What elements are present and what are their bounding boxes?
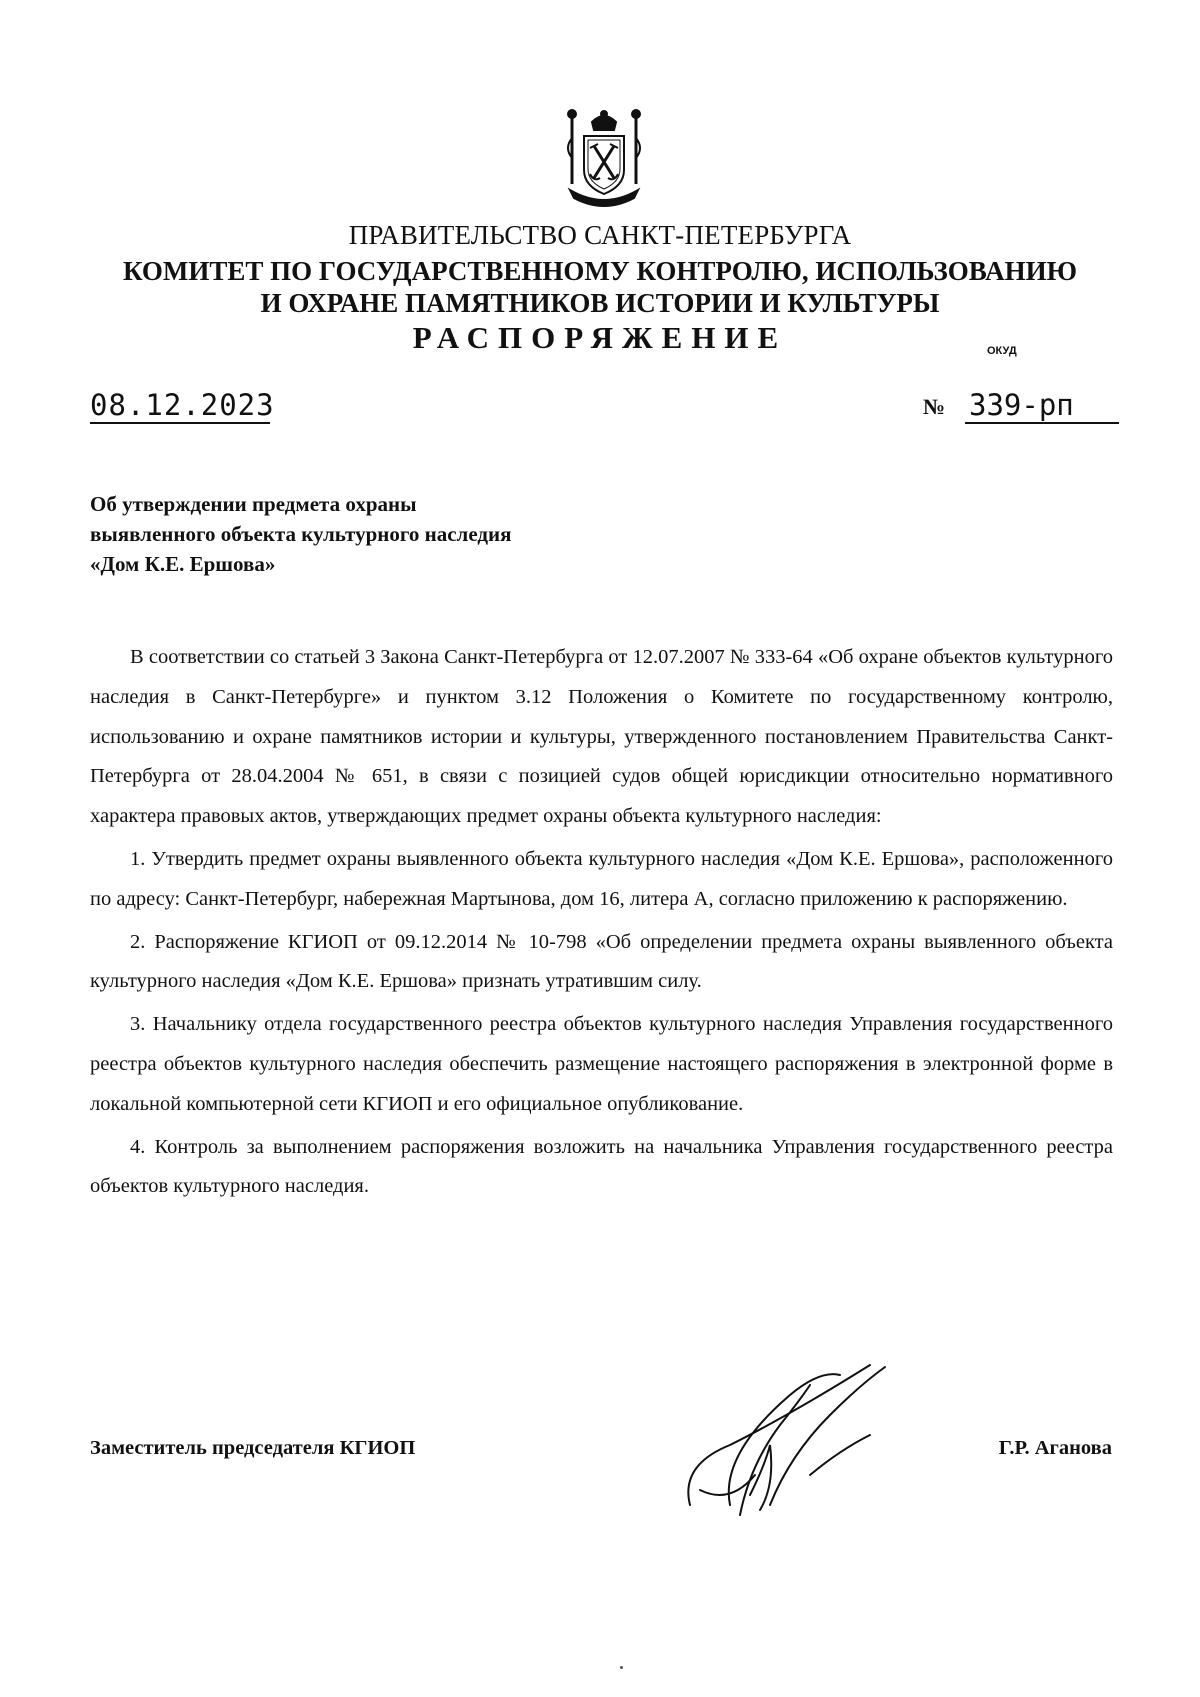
subject-line-2: выявленного объекта культурного наследия (90, 522, 512, 546)
signatory-name: Г.Р. Аганова (998, 1437, 1112, 1459)
signatory-title: Заместитель председателя КГИОП (90, 1437, 416, 1459)
document-type-title: РАСПОРЯЖЕНИЕ (412, 320, 788, 355)
scan-speck (620, 1666, 623, 1669)
subject-line-3: «Дом К.Е. Ершова» (90, 552, 276, 576)
item-1-paragraph: 1. Утвердить предмет охраны выявленного объекта культурного наследия «Дом К.Е. Ершова», расположенного по адресу: Санкт-Петербург, набережная Мартынова, дом 16, литера А, согласно приложению к распоряжению. (90, 847, 1113, 910)
item-4-paragraph: 4. Контроль за выполнением распоряжения возложить на начальника Управления государственного реестра объектов культурного наследия. (90, 1135, 1113, 1198)
subject-line-1: Об утверждении предмета охраны (90, 492, 417, 516)
document-number: 339-рп (965, 388, 1119, 424)
item-2-paragraph: 2. Распоряжение КГИОП от 09.12.2014 № 10-798 «Об определении предмета охраны выявленного объекта культурного наследия «Дом К.Е. Ершова» признать утратившим силу. (90, 930, 1113, 993)
coat-of-arms-icon (560, 108, 648, 214)
committee-name-line1: КОМИТЕТ ПО ГОСУДАРСТВЕННОМУ КОНТРОЛЮ, ИСПОЛЬЗОВАНИЮ (123, 256, 1077, 286)
preamble-paragraph: В соответствии со статьей 3 Закона Санкт-Петербурга от 12.07.2007 № 333-64 «Об охране объектов культурного наследия в Санкт-Петербурге» и пунктом 3.12 Положения о Комитете по государственному контролю, использованию и охране памятников истории и культуры, утвержденного постановлением Правительства Санкт-Петербурга от 28.04.2004 № 651, в связи с позицией судов общей юрисдикции относительно нормативного характера правовых актов, утверждающих предмет охраны объекта культурного наследия: (90, 646, 1113, 828)
item-3-paragraph: 3. Начальнику отдела государственного реестра объектов культурного наследия Управления государственного реестра объектов культурного наследия обеспечить размещение настоящего распоряжения в электронной форме в локальной компьютерной сети КГИОП и его официальное опубликование. (90, 1013, 1113, 1115)
number-sign: № (923, 394, 946, 419)
government-name: ПРАВИТЕЛЬСТВО САНКТ-ПЕТЕРБУРГА (348, 220, 852, 250)
okud-label: ОКУД (987, 345, 1017, 357)
document-date: 08.12.2023 (90, 388, 275, 422)
document-body (90, 638, 1113, 1207)
committee-name (0, 255, 1200, 319)
document-subject (90, 489, 511, 579)
handwritten-signature-icon (670, 1355, 900, 1525)
committee-name-line2: И ОХРАНЕ ПАМЯТНИКОВ ИСТОРИИ И КУЛЬТУРЫ (260, 288, 940, 318)
